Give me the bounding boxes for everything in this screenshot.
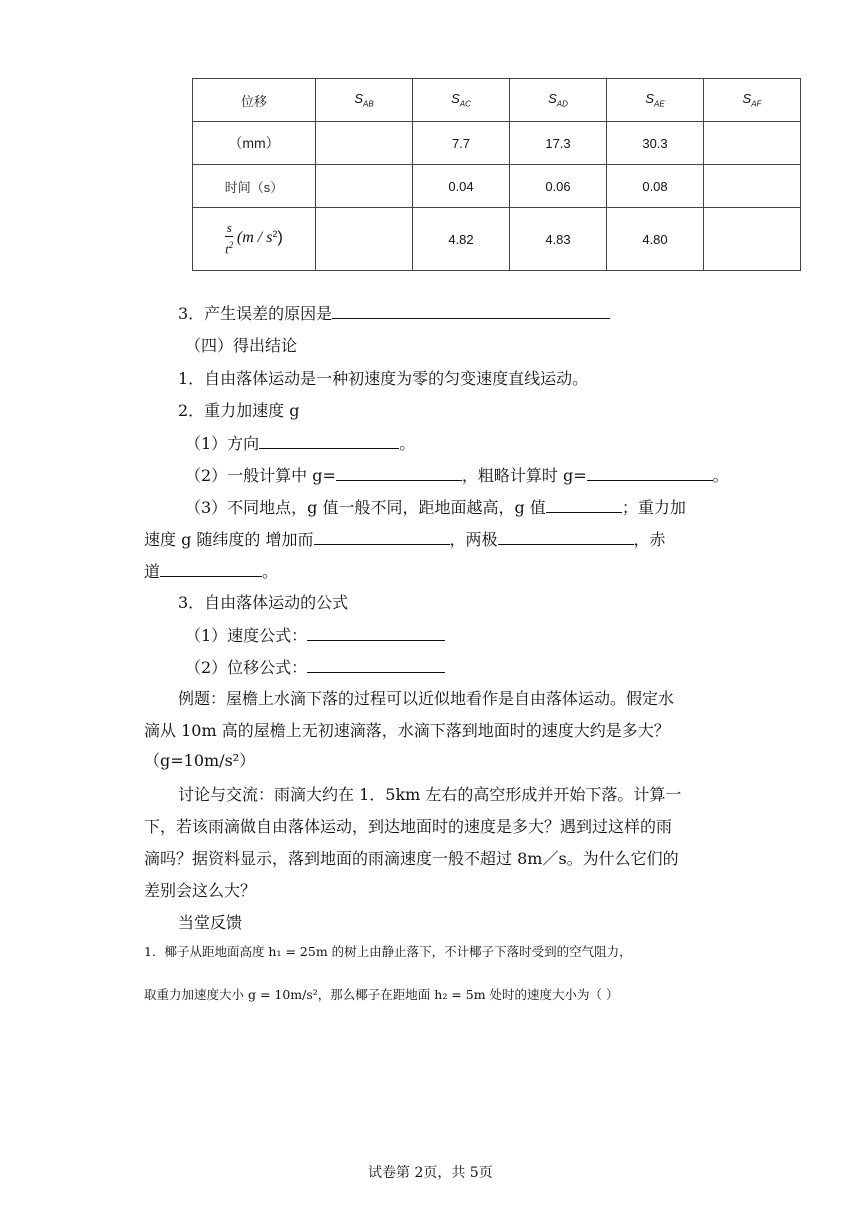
ratio-cell: 4.80 xyxy=(607,208,704,271)
col-sae: $S_{AE}$ xyxy=(607,79,704,122)
disp-cell: 7.7 xyxy=(413,122,510,165)
latitude-line: 速度 g 随纬度的 增加而 ，两极 ，赤 xyxy=(144,526,666,550)
col-sad: $S_{AD}$ xyxy=(510,79,607,122)
example-line-1: 例题：屋檐上水滴下落的过程可以近似地看作是自由落体运动。假定水 xyxy=(178,689,675,708)
example-line-3: （g=10m/s²） xyxy=(144,751,256,770)
question-1-line-1: 1．椰子从距地面高度 h₁ = 25m 的树上由静止落下，不计椰子下落时受到的空气阻力， xyxy=(144,944,632,959)
discussion-line-2: 下，若该雨滴做自由落体运动，到达地面时的速度是多大？遇到过这样的雨 xyxy=(144,817,673,836)
col-sac: $S_{AC}$ xyxy=(413,79,510,122)
time-cell: 0.06 xyxy=(510,165,607,208)
ratio-cell: 4.83 xyxy=(510,208,607,271)
data-table xyxy=(192,78,801,271)
ratio-fraction: $\frac{s}{t^2}$ xyxy=(225,220,234,257)
col-sab: $S_{AB}$ xyxy=(316,79,413,122)
time-cell xyxy=(316,165,413,208)
disp-cell xyxy=(316,122,413,165)
velocity-formula-line: （1）速度公式： xyxy=(185,622,445,646)
time-label: 时间（s） xyxy=(193,165,316,208)
discussion-line-3: 滴吗？据资料显示，落到地面的雨滴速度一般不超过 8m／s。为什么它们的 xyxy=(144,849,679,868)
discussion-line-1: 讨论与交流：雨滴大约在 1．5km 左右的高空形成并开始下落。计算一 xyxy=(178,785,682,804)
unit-label: （mm） xyxy=(193,122,316,165)
g-value-line: （2）一般计算中 g= ，粗略计算时 g= 。 xyxy=(185,462,729,486)
formula-heading: 3．自由落体运动的公式 xyxy=(178,593,349,612)
disp-cell: 17.3 xyxy=(510,122,607,165)
page-footer: 试卷第 2页，共 5页 xyxy=(368,1165,493,1181)
time-cell: 0.08 xyxy=(607,165,704,208)
conclusion-1: 1．自由落体运动是一种初速度为零的匀变速度直线运动。 xyxy=(178,369,589,388)
question-1-line-2: 取重力加速度大小 g = 10m/s²，那么椰子在距地面 h₂ = 5m 处时的速度大小为（ ） xyxy=(144,987,619,1002)
ratio-cell xyxy=(704,208,801,271)
time-cell xyxy=(704,165,801,208)
col-saf: $S_{AF}$ xyxy=(704,79,801,122)
conclusion-2: 2．重力加速度 g xyxy=(178,401,300,420)
section-heading: （四）得出结论 xyxy=(185,336,298,355)
displacement-formula-line: （2）位移公式： xyxy=(185,654,445,678)
discussion-line-4: 差别会这么大？ xyxy=(144,881,257,900)
feedback-heading: 当堂反馈 xyxy=(178,913,243,932)
disp-label: 位移 xyxy=(193,79,316,122)
disp-cell xyxy=(704,122,801,165)
time-cell: 0.04 xyxy=(413,165,510,208)
ratio-cell xyxy=(316,208,413,271)
g-variation-line: （3）不同地点，g 值一般不同，距地面越高，g 值 ；重力加 xyxy=(185,494,686,518)
example-line-2: 滴从 10m 高的屋檐上无初速滴落，水滴下落到地面时的速度大约是多大？ xyxy=(144,721,670,740)
equator-line: 道 。 xyxy=(144,558,278,582)
error-cause-line: 3．产生误差的原因是 xyxy=(178,300,610,324)
direction-line: （1）方向 。 xyxy=(185,430,415,454)
disp-cell: 30.3 xyxy=(607,122,704,165)
ratio-label: $\frac{s}{t^2}$ $(m / s^2)$ xyxy=(193,208,316,271)
ratio-cell: 4.82 xyxy=(413,208,510,271)
